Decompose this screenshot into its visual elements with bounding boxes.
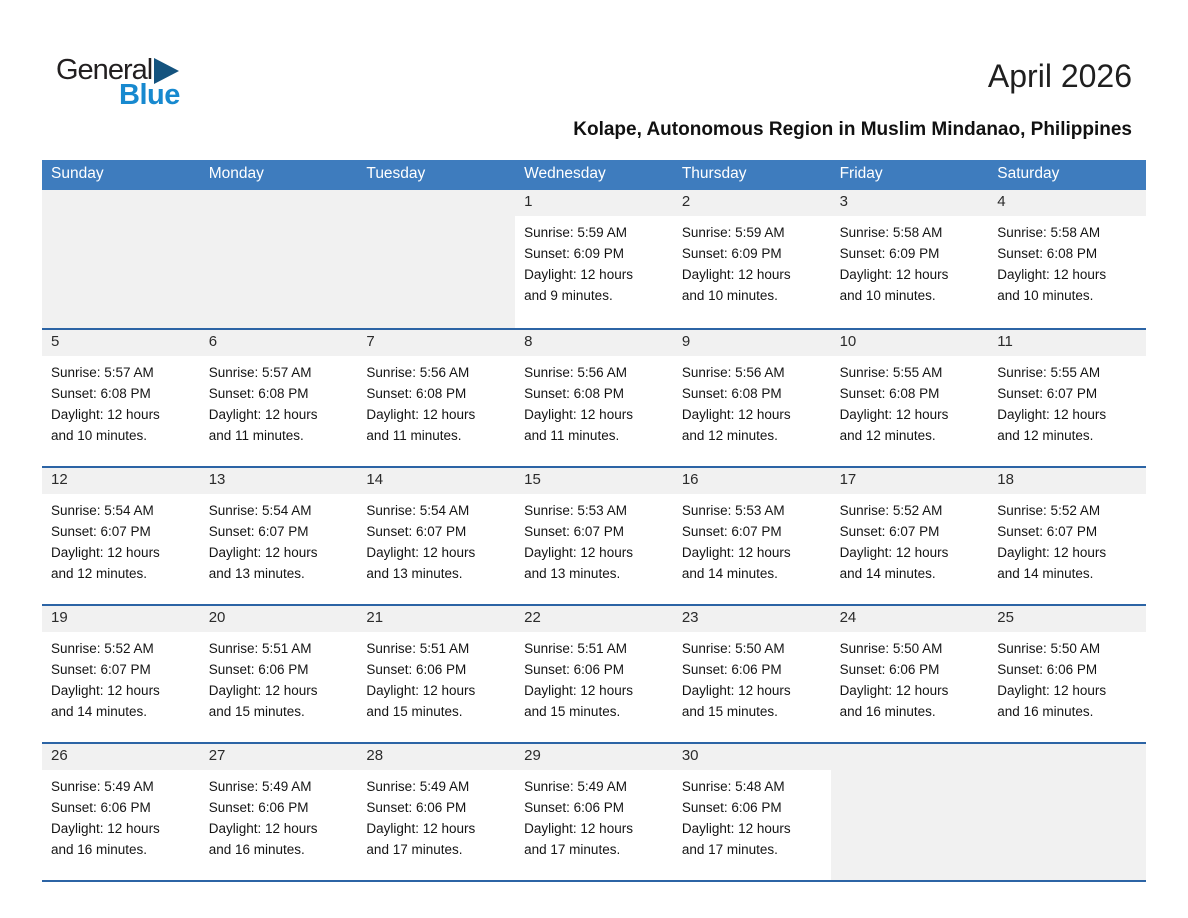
day-details xyxy=(200,770,358,880)
day-cell xyxy=(42,744,200,880)
daylight-text: Daylight: 12 hours xyxy=(208,683,318,698)
day-cell xyxy=(515,468,673,604)
weekday-header-row xyxy=(42,160,1146,190)
sunset-text: Sunset: 6:08 PM xyxy=(208,386,309,401)
daylight-text-cont: and 11 minutes. xyxy=(208,428,304,443)
page-subtitle: Kolape, Autonomous Region in Muslim Mindanao, Philippines xyxy=(573,119,1132,140)
sunset-text: Sunset: 6:07 PM xyxy=(366,524,467,539)
daylight-text-cont: and 14 minutes. xyxy=(51,704,148,719)
sunrise-text: Sunrise: 5:56 AM xyxy=(366,365,470,380)
sunset-text: Sunset: 6:07 PM xyxy=(51,662,151,677)
sunset-text: Sunset: 6:06 PM xyxy=(524,662,624,677)
daylight-text-cont: and 9 minutes. xyxy=(524,288,613,303)
sunrise-text: Sunrise: 5:58 AM xyxy=(839,225,943,240)
daylight-text-cont: and 17 minutes. xyxy=(681,842,778,857)
calendar-weeks xyxy=(42,190,1146,880)
day-details xyxy=(673,632,831,742)
empty-day-cell xyxy=(988,744,1146,880)
day-number: 1 xyxy=(515,190,673,216)
day-cell xyxy=(988,330,1146,466)
day-details xyxy=(831,494,989,604)
sunset-text: Sunset: 6:09 PM xyxy=(681,246,782,261)
daylight-text: Daylight: 12 hours xyxy=(366,407,476,422)
sunset-text: Sunset: 6:08 PM xyxy=(524,386,624,401)
sunrise-text: Sunrise: 5:56 AM xyxy=(524,365,627,380)
day-number: 12 xyxy=(42,468,200,494)
daylight-text: Daylight: 12 hours xyxy=(681,545,791,560)
day-number: 25 xyxy=(988,606,1146,632)
daylight-text-cont: and 10 minutes. xyxy=(681,288,778,303)
day-number: 30 xyxy=(673,744,831,770)
day-number: 2 xyxy=(673,190,831,216)
sunset-text: Sunset: 6:07 PM xyxy=(524,524,624,539)
daylight-text: Daylight: 12 hours xyxy=(524,267,633,282)
daylight-text-cont: and 10 minutes. xyxy=(839,288,936,303)
sunset-text: Sunset: 6:09 PM xyxy=(524,246,624,261)
daylight-text: Daylight: 12 hours xyxy=(997,683,1107,698)
day-details xyxy=(831,632,989,742)
daylight-text: Daylight: 12 hours xyxy=(839,407,949,422)
empty-day-cell xyxy=(831,744,989,880)
weekday-header-thursday: Thursday xyxy=(681,165,747,182)
sunset-text: Sunset: 6:07 PM xyxy=(681,524,782,539)
daylight-text: Daylight: 12 hours xyxy=(366,683,476,698)
day-number: 16 xyxy=(673,468,831,494)
day-details xyxy=(673,494,831,604)
day-details xyxy=(357,494,515,604)
weekday-header-wednesday: Wednesday xyxy=(524,165,606,182)
weekday-header-sunday: Sunday xyxy=(51,165,104,182)
day-cell xyxy=(673,744,831,880)
day-cell xyxy=(357,468,515,604)
sunrise-text: Sunrise: 5:51 AM xyxy=(208,641,312,656)
sunrise-text: Sunrise: 5:53 AM xyxy=(524,503,627,518)
daylight-text-cont: and 11 minutes. xyxy=(366,428,462,443)
sunrise-text: Sunrise: 5:52 AM xyxy=(839,503,943,518)
day-number: 17 xyxy=(831,468,989,494)
sunrise-text: Sunrise: 5:54 AM xyxy=(366,503,470,518)
daylight-text: Daylight: 12 hours xyxy=(524,683,633,698)
daylight-text: Daylight: 12 hours xyxy=(524,407,633,422)
sunset-text: Sunset: 6:07 PM xyxy=(51,524,151,539)
day-cell xyxy=(673,606,831,742)
day-number: 6 xyxy=(200,330,358,356)
day-details xyxy=(42,356,200,466)
sunset-text: Sunset: 6:06 PM xyxy=(681,800,782,815)
daylight-text: Daylight: 12 hours xyxy=(997,267,1107,282)
weekday-header-saturday: Saturday xyxy=(997,165,1060,182)
day-details xyxy=(673,216,831,328)
day-number: 10 xyxy=(831,330,989,356)
sunrise-text: Sunrise: 5:49 AM xyxy=(51,779,154,794)
daylight-text-cont: and 12 minutes. xyxy=(51,566,148,581)
day-number: 5 xyxy=(42,330,200,356)
day-cell xyxy=(357,744,515,880)
day-cell xyxy=(515,330,673,466)
daylight-text: Daylight: 12 hours xyxy=(681,683,791,698)
daylight-text-cont: and 14 minutes. xyxy=(839,566,936,581)
day-number: 28 xyxy=(357,744,515,770)
day-number: 3 xyxy=(831,190,989,216)
day-number: 4 xyxy=(988,190,1146,216)
week-row xyxy=(42,328,1146,466)
sunrise-text: Sunrise: 5:53 AM xyxy=(681,503,785,518)
sunset-text: Sunset: 6:07 PM xyxy=(997,386,1098,401)
sunrise-text: Sunrise: 5:48 AM xyxy=(681,779,785,794)
sunrise-text: Sunrise: 5:50 AM xyxy=(997,641,1101,656)
day-cell xyxy=(988,190,1146,328)
daylight-text: Daylight: 12 hours xyxy=(366,821,476,836)
sunset-text: Sunset: 6:06 PM xyxy=(366,662,467,677)
daylight-text-cont: and 12 minutes. xyxy=(997,428,1094,443)
day-details xyxy=(200,632,358,742)
day-details xyxy=(357,770,515,880)
daylight-text: Daylight: 12 hours xyxy=(51,407,160,422)
sunset-text: Sunset: 6:08 PM xyxy=(997,246,1098,261)
day-details xyxy=(988,356,1146,466)
day-cell xyxy=(831,330,989,466)
daylight-text-cont: and 17 minutes. xyxy=(366,842,463,857)
logo-text-blue: Blue xyxy=(119,79,180,111)
daylight-text-cont: and 15 minutes. xyxy=(366,704,463,719)
day-details xyxy=(515,770,673,880)
day-cell xyxy=(42,606,200,742)
daylight-text: Daylight: 12 hours xyxy=(51,545,160,560)
daylight-text: Daylight: 12 hours xyxy=(839,267,949,282)
day-number: 24 xyxy=(831,606,989,632)
weekday-header-tuesday: Tuesday xyxy=(366,165,426,182)
sunset-text: Sunset: 6:08 PM xyxy=(839,386,940,401)
generalblue-logo xyxy=(56,56,180,110)
sunset-text: Sunset: 6:06 PM xyxy=(366,800,467,815)
day-cell xyxy=(357,330,515,466)
daylight-text-cont: and 13 minutes. xyxy=(366,566,463,581)
sunset-text: Sunset: 6:06 PM xyxy=(208,800,309,815)
daylight-text-cont: and 15 minutes. xyxy=(524,704,621,719)
empty-day-cell xyxy=(200,190,358,328)
sunrise-text: Sunrise: 5:50 AM xyxy=(839,641,943,656)
day-number: 26 xyxy=(42,744,200,770)
day-details xyxy=(200,356,358,466)
day-details xyxy=(988,216,1146,328)
day-cell xyxy=(515,744,673,880)
day-cell xyxy=(831,468,989,604)
day-details xyxy=(515,356,673,466)
daylight-text-cont: and 14 minutes. xyxy=(997,566,1094,581)
daylight-text: Daylight: 12 hours xyxy=(681,407,791,422)
daylight-text-cont: and 12 minutes. xyxy=(681,428,778,443)
daylight-text-cont: and 13 minutes. xyxy=(208,566,305,581)
sunset-text: Sunset: 6:06 PM xyxy=(51,800,151,815)
day-cell xyxy=(515,606,673,742)
sunset-text: Sunset: 6:06 PM xyxy=(681,662,782,677)
daylight-text-cont: and 15 minutes. xyxy=(681,704,778,719)
day-cell xyxy=(200,330,358,466)
sunrise-text: Sunrise: 5:49 AM xyxy=(524,779,627,794)
daylight-text-cont: and 16 minutes. xyxy=(839,704,936,719)
daylight-text: Daylight: 12 hours xyxy=(997,545,1107,560)
sunset-text: Sunset: 6:06 PM xyxy=(208,662,309,677)
sunrise-text: Sunrise: 5:56 AM xyxy=(681,365,785,380)
day-cell xyxy=(673,330,831,466)
day-number: 9 xyxy=(673,330,831,356)
day-number: 20 xyxy=(200,606,358,632)
day-cell xyxy=(357,606,515,742)
day-cell xyxy=(200,606,358,742)
day-details xyxy=(357,356,515,466)
sunrise-text: Sunrise: 5:49 AM xyxy=(208,779,312,794)
daylight-text-cont: and 17 minutes. xyxy=(524,842,621,857)
week-row xyxy=(42,466,1146,604)
day-cell xyxy=(988,606,1146,742)
day-details xyxy=(831,356,989,466)
day-details xyxy=(673,770,831,880)
page-header xyxy=(0,0,1188,160)
daylight-text: Daylight: 12 hours xyxy=(51,683,160,698)
sunset-text: Sunset: 6:07 PM xyxy=(997,524,1098,539)
day-details xyxy=(200,494,358,604)
day-number: 11 xyxy=(988,330,1146,356)
sunset-text: Sunset: 6:06 PM xyxy=(524,800,624,815)
day-details xyxy=(831,216,989,328)
sunrise-text: Sunrise: 5:59 AM xyxy=(524,225,627,240)
sunset-text: Sunset: 6:07 PM xyxy=(839,524,940,539)
sunrise-text: Sunrise: 5:52 AM xyxy=(997,503,1101,518)
day-cell xyxy=(515,190,673,328)
sunrise-text: Sunrise: 5:57 AM xyxy=(51,365,154,380)
empty-day-cell xyxy=(42,190,200,328)
sunrise-text: Sunrise: 5:51 AM xyxy=(366,641,470,656)
sunset-text: Sunset: 6:08 PM xyxy=(51,386,151,401)
sunrise-text: Sunrise: 5:54 AM xyxy=(51,503,154,518)
sunrise-text: Sunrise: 5:59 AM xyxy=(681,225,785,240)
daylight-text-cont: and 16 minutes. xyxy=(51,842,148,857)
page-title: April 2026 xyxy=(987,58,1132,94)
day-details xyxy=(357,632,515,742)
daylight-text-cont: and 16 minutes. xyxy=(997,704,1094,719)
daylight-text: Daylight: 12 hours xyxy=(839,683,949,698)
day-cell xyxy=(673,468,831,604)
daylight-text-cont: and 12 minutes. xyxy=(839,428,936,443)
day-cell xyxy=(200,468,358,604)
sunrise-text: Sunrise: 5:57 AM xyxy=(208,365,312,380)
daylight-text: Daylight: 12 hours xyxy=(208,821,318,836)
day-details xyxy=(42,770,200,880)
daylight-text-cont: and 14 minutes. xyxy=(681,566,778,581)
sunrise-text: Sunrise: 5:54 AM xyxy=(208,503,312,518)
sunrise-text: Sunrise: 5:51 AM xyxy=(524,641,627,656)
calendar-grid xyxy=(42,160,1146,882)
title-block xyxy=(573,58,1132,141)
weekday-header-monday: Monday xyxy=(208,165,264,182)
daylight-text-cont: and 16 minutes. xyxy=(208,842,305,857)
day-number: 27 xyxy=(200,744,358,770)
daylight-text-cont: and 10 minutes. xyxy=(997,288,1094,303)
sunset-text: Sunset: 6:08 PM xyxy=(681,386,782,401)
week-row xyxy=(42,742,1146,880)
day-details xyxy=(42,494,200,604)
day-number: 18 xyxy=(988,468,1146,494)
sunset-text: Sunset: 6:08 PM xyxy=(366,386,467,401)
day-cell xyxy=(988,468,1146,604)
day-cell xyxy=(200,744,358,880)
empty-day-cell xyxy=(357,190,515,328)
day-details xyxy=(988,632,1146,742)
daylight-text-cont: and 15 minutes. xyxy=(208,704,305,719)
daylight-text-cont: and 11 minutes. xyxy=(524,428,620,443)
day-number: 21 xyxy=(357,606,515,632)
daylight-text: Daylight: 12 hours xyxy=(208,545,318,560)
sunset-text: Sunset: 6:06 PM xyxy=(839,662,940,677)
sunrise-text: Sunrise: 5:55 AM xyxy=(997,365,1101,380)
daylight-text-cont: and 10 minutes. xyxy=(51,428,148,443)
sunrise-text: Sunrise: 5:55 AM xyxy=(839,365,943,380)
day-details xyxy=(42,632,200,742)
day-details xyxy=(515,494,673,604)
sunrise-text: Sunrise: 5:58 AM xyxy=(997,225,1101,240)
daylight-text-cont: and 13 minutes. xyxy=(524,566,621,581)
sunset-text: Sunset: 6:07 PM xyxy=(208,524,309,539)
daylight-text: Daylight: 12 hours xyxy=(524,545,633,560)
sunset-text: Sunset: 6:09 PM xyxy=(839,246,940,261)
daylight-text: Daylight: 12 hours xyxy=(208,407,318,422)
day-details xyxy=(515,632,673,742)
daylight-text: Daylight: 12 hours xyxy=(681,267,791,282)
day-cell xyxy=(831,190,989,328)
daylight-text: Daylight: 12 hours xyxy=(997,407,1107,422)
sunset-text: Sunset: 6:06 PM xyxy=(997,662,1098,677)
sunrise-text: Sunrise: 5:52 AM xyxy=(51,641,154,656)
daylight-text: Daylight: 12 hours xyxy=(51,821,160,836)
day-number: 13 xyxy=(200,468,358,494)
daylight-text: Daylight: 12 hours xyxy=(839,545,949,560)
day-number: 15 xyxy=(515,468,673,494)
day-number: 8 xyxy=(515,330,673,356)
day-cell xyxy=(831,606,989,742)
logo-text-general: General xyxy=(56,54,153,86)
day-details xyxy=(515,216,673,328)
day-cell xyxy=(673,190,831,328)
day-number: 22 xyxy=(515,606,673,632)
day-number: 14 xyxy=(357,468,515,494)
sunrise-text: Sunrise: 5:50 AM xyxy=(681,641,785,656)
week-row xyxy=(42,604,1146,742)
day-number: 7 xyxy=(357,330,515,356)
week-row xyxy=(42,190,1146,328)
sunrise-text: Sunrise: 5:49 AM xyxy=(366,779,470,794)
day-number: 23 xyxy=(673,606,831,632)
daylight-text: Daylight: 12 hours xyxy=(366,545,476,560)
day-cell xyxy=(42,330,200,466)
daylight-text: Daylight: 12 hours xyxy=(524,821,633,836)
day-details xyxy=(673,356,831,466)
day-number: 29 xyxy=(515,744,673,770)
daylight-text: Daylight: 12 hours xyxy=(681,821,791,836)
day-cell xyxy=(42,468,200,604)
day-number: 19 xyxy=(42,606,200,632)
weekday-header-friday: Friday xyxy=(839,165,883,182)
day-details xyxy=(988,494,1146,604)
